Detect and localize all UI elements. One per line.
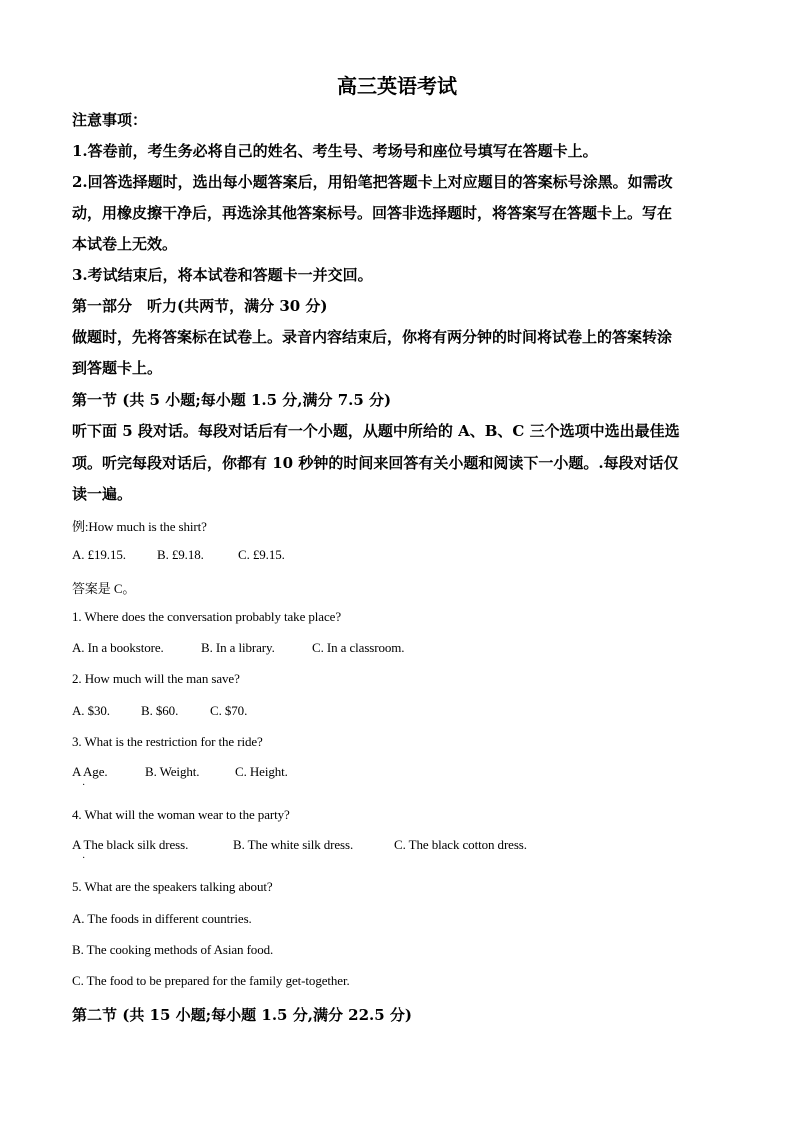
question-1-option-a: A. In a bookstore. (72, 640, 164, 655)
section1-instruction-line-3: 读一遍。 (72, 485, 133, 503)
stray-dot: · (82, 780, 86, 791)
example-option-c: C. £9.15. (238, 547, 285, 562)
question-4-option-b: B. The white silk dress. (233, 837, 354, 852)
question-1: 1. Where does the conversation probably take place? (72, 609, 341, 624)
section1-heading: 第一节 (共 5 小题;每小题 1.5 分,满分 7.5 分) (72, 391, 392, 409)
question-3: 3. What is the restriction for the ride? (72, 734, 263, 749)
question-2-options (72, 703, 247, 719)
question-3-options (72, 764, 288, 780)
example-answer: 答案是 C。 (72, 581, 136, 596)
question-1-option-c: C. In a classroom. (312, 640, 405, 655)
page-title: 高三英语考试 (337, 74, 457, 98)
question-4-options (72, 837, 527, 853)
part1-instruction-line-1: 做题时，先将答案标在试卷上。录音内容结束后，你将有两分钟的时间将试卷上的答案转涂 (72, 328, 673, 346)
question-4-option-c: C. The black cotton dress. (394, 837, 527, 852)
question-2: 2. How much will the man save? (72, 671, 240, 686)
question-2-option-b: B. $60. (141, 703, 179, 718)
part1-instruction-line-2: 到答题卡上。 (72, 359, 163, 377)
example-options (72, 547, 285, 563)
stray-dot: · (82, 853, 86, 864)
question-3-option-b: B. Weight. (145, 764, 200, 779)
notice-item-2-line-2: 动，用橡皮擦干净后，再选涂其他答案标号。回答非选择题时，将答案写在答题卡上。写在 (72, 204, 673, 222)
notice-item-2-line-1: 2.回答选择题时，选出每小题答案后，用铅笔把答题卡上对应题目的答案标号涂黑。如需改 (72, 173, 673, 191)
question-1-options (72, 640, 404, 656)
question-2-option-c: C. $70. (210, 703, 248, 718)
section2-heading: 第二节 (共 15 小题;每小题 1.5 分,满分 22.5 分) (72, 1006, 413, 1024)
question-2-option-a: A. $30. (72, 703, 110, 718)
question-3-option-c: C. Height. (235, 764, 288, 779)
section1-instruction-line-2: 项。听完每段对话后，你都有 10 秒钟的时间来回答有关小题和阅读下一小题。.每段对话仅 (72, 454, 679, 472)
question-5-option-a: A. The foods in different countries. (72, 911, 252, 926)
question-1-option-b: B. In a library. (201, 640, 275, 655)
notice-item-3: 3.考试结束后，将本试卷和答题卡一并交回。 (72, 266, 373, 284)
example-option-a: A. £19.15. (72, 547, 126, 562)
notice-item-2-line-3: 本试卷上无效。 (72, 235, 178, 253)
question-3-option-a: A Age. (72, 764, 108, 779)
notice-heading: 注意事项： (72, 111, 148, 129)
example-question: 例:How much is the shirt? (72, 519, 207, 534)
notice-item-1: 1.答卷前，考生务必将自己的姓名、考生号、考场号和座位号填写在答题卡上。 (72, 142, 598, 160)
question-5-option-c: C. The food to be prepared for the family get-together. (72, 973, 350, 988)
question-4: 4. What will the woman wear to the party? (72, 807, 290, 822)
part1-heading: 第一部分 听力(共两节，满分 30 分) (72, 297, 328, 315)
section1-instruction-line-1: 听下面 5 段对话。每段对话后有一个小题，从题中所给的 A、B、C 三个选项中选出最佳选 (72, 422, 680, 440)
question-4-option-a: A The black silk dress. (72, 837, 189, 852)
example-option-b: B. £9.18. (157, 547, 204, 562)
question-5: 5. What are the speakers talking about? (72, 879, 273, 894)
question-5-option-b: B. The cooking methods of Asian food. (72, 942, 274, 957)
